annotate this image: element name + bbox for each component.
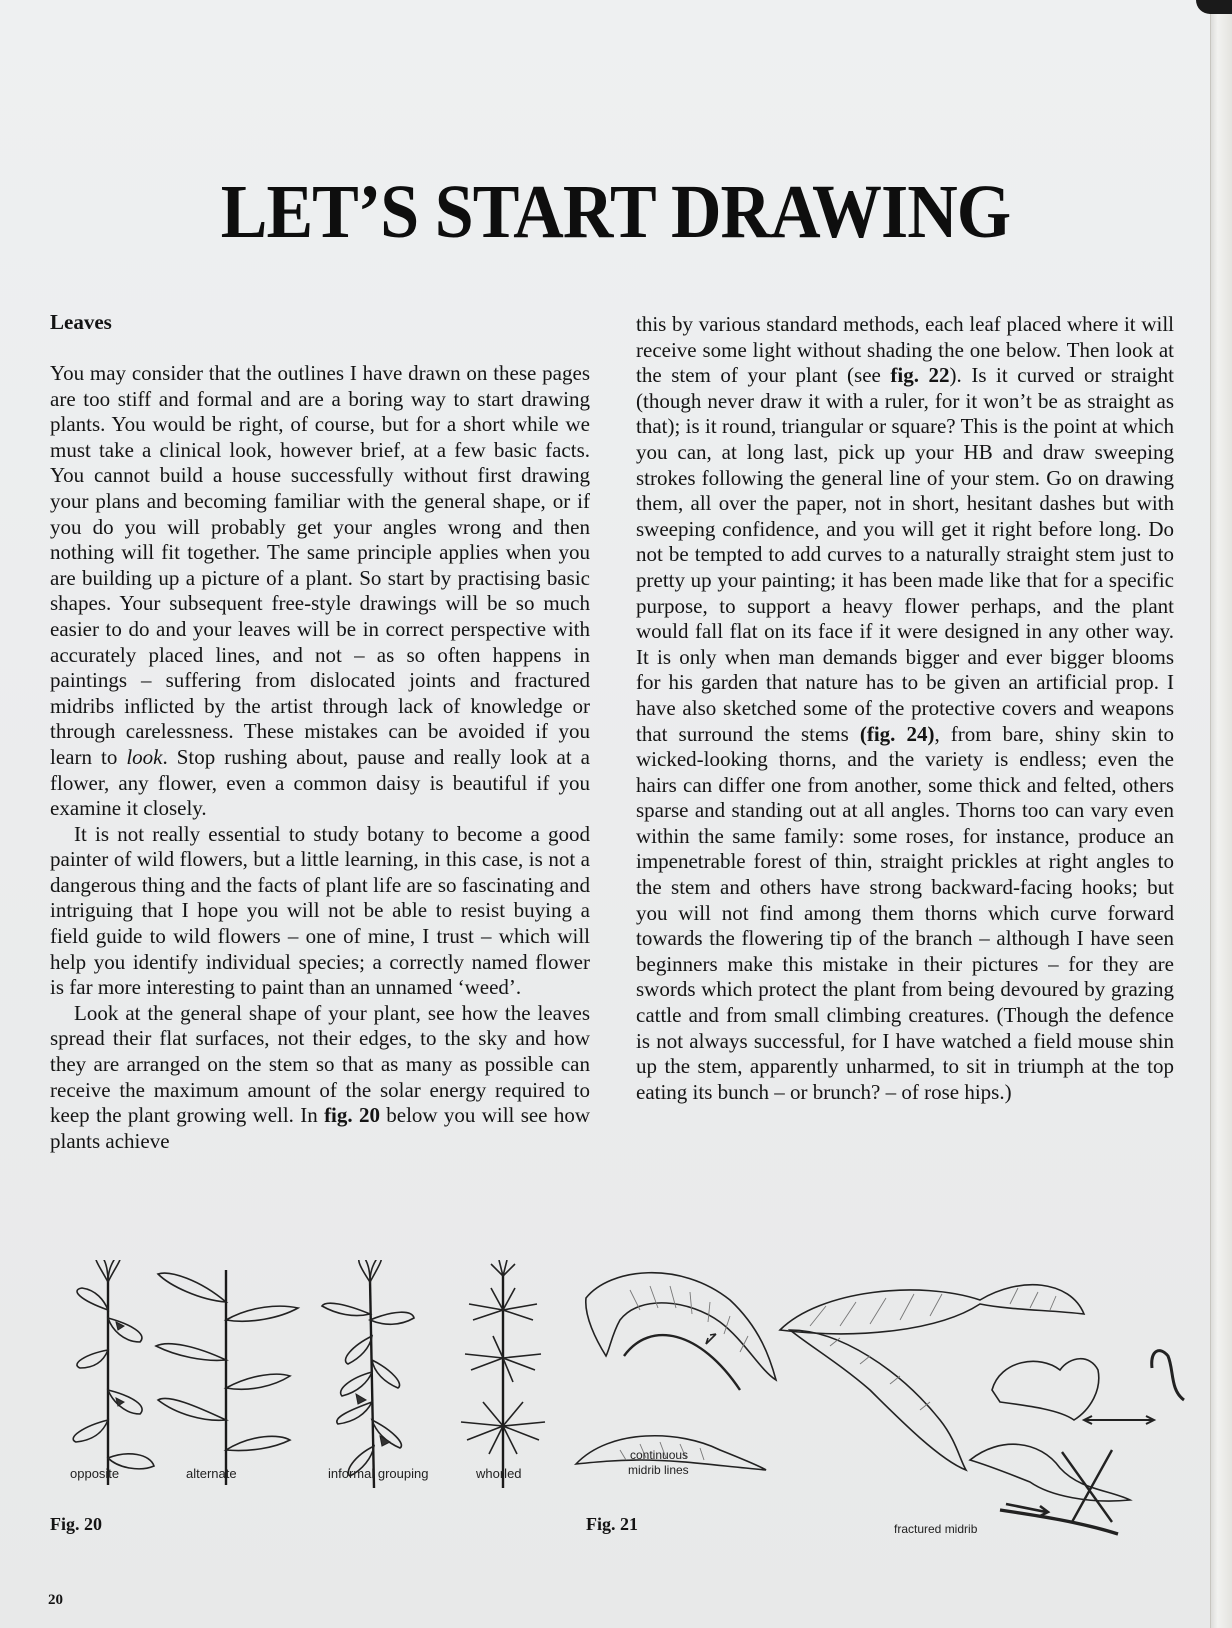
figures-area bbox=[0, 1260, 1232, 1560]
page-number: 20 bbox=[48, 1592, 63, 1608]
left-column bbox=[50, 310, 590, 1154]
label-continuous: continuous bbox=[630, 1448, 689, 1462]
text-run: Look at the general shape of your plant, see how the leaves spread their flat surfaces, not their edges, to the sky and how they are arranged on the stem so that as many as possible can receive the maximum amount of the solar energy required to keep the plant growing well. In bbox=[50, 1000, 590, 1128]
label-informal-grouping: informal grouping bbox=[328, 1466, 429, 1481]
paragraph bbox=[50, 361, 590, 822]
label-whorled: whorled bbox=[476, 1466, 522, 1481]
text-run: It is not really essential to study botany to become a good painter of wild flowers, but a little learning, in this case, is not a dangerous thing and the facts of plant life are so fascinating and intriguing that I hope you will not be able to resist buying a field guide to wild flowers – one of mine, I trust – which will help you identify individual species; a correctly named flower is far more interesting to paint than an unnamed ‘weed’. bbox=[50, 821, 590, 1000]
label-alternate: alternate bbox=[186, 1466, 237, 1481]
informal-grouping-plant-drawing bbox=[322, 1260, 414, 1488]
italic-text-run: look bbox=[126, 744, 163, 769]
paragraph bbox=[636, 312, 1174, 1105]
alternate-plant-drawing bbox=[156, 1270, 298, 1485]
bold-text-run: (fig. 24) bbox=[859, 721, 935, 746]
bold-text-run: fig. 20 bbox=[324, 1103, 380, 1128]
opposite-plant-drawing bbox=[73, 1260, 154, 1485]
section-heading: Leaves bbox=[50, 310, 112, 334]
text-run: ). Is it curved or straight (though never draw it with a ruler, for it won’t be as straight as that); is it round, triangular or square? This is the point at which you can, at long last, pick up your HB and draw sweeping strokes following the general line of your stem. Go on drawing them, all over the paper, not in short, hesitant dashes but with sweeping confidence, and you will get it right before long. Do not be tempted to add curves to a naturally straight stem just to pretty up your painting; it has been made like that for a specific purpose, to support a heavy flower perhaps, and the plant would fall flat on its face if it were designed in any other way. It is only when man demands bigger and ever bigger blooms for his garden that nature has to be given an artificial prop. I have also sketched some of the protective covers and weapons that surround the stems bbox=[636, 363, 1174, 746]
right-column bbox=[636, 312, 1174, 1105]
folded-leaf-drawing bbox=[992, 1351, 1184, 1424]
fig-20-caption: Fig. 20 bbox=[50, 1514, 102, 1534]
curved-leaf-drawing bbox=[576, 1273, 776, 1470]
text-run: , from bare, shiny skin to wicked-looking thorns, and the variety is endless; even the hairs can differ one from another, some thick and felted, others sparse and standing out at all angles. Thorns too can vary even within the same family: some roses, for instance, produce an impenetrable forest of thin, straight prickles at right angles to the stem and others have strong backward-facing hooks; but you will not find among them thorns which curve forward towards the flowering tip of the branch – although I have seen beginners make this mistake in their pictures – for they are swords which protect the plant from being devoured by grazing cattle and from small climbing creatures. (Though the defence is not always successful, for I have watched a field mouse shin up the stem, apparently unharmed, to sit in triumph at the top eating its bunch – or brunch? – of rose hips.) bbox=[636, 721, 1174, 1104]
text-run: below you will see how plants achieve bbox=[50, 1103, 590, 1153]
text-run: You may consider that the outlines I have drawn on these pages are too stiff and formal and are a boring way to start drawing plants. You would be right, of course, but for a short while we must take a clinical look, however brief, at a few basic facts. You cannot build a house successfully without first drawing your plans and becoming familiar with the general shape, or if you do you will probably get your angles wrong and then nothing will fit together. The same principle applies when you are building up a picture of a plant. So start by practising basic shapes. Your subsequent free-style drawings will be so much easier to do and your leaves will be in correct perspective with accurately placed lines, and not – as so often happens in paintings – suffering from dislocated joints and fractured midribs inflicted by the artist through lack of knowledge or through carelessness. These mistakes can be avoided if you learn to bbox=[50, 361, 590, 769]
bold-text-run: fig. 22 bbox=[890, 363, 950, 388]
paragraph bbox=[50, 1001, 590, 1155]
paragraph bbox=[50, 822, 590, 1001]
page-title: LET’S START DRAWING bbox=[220, 169, 1011, 254]
whorled-plant-drawing bbox=[461, 1260, 545, 1488]
label-opposite: opposite bbox=[70, 1466, 120, 1481]
twisted-leaf-drawing bbox=[780, 1285, 1084, 1470]
fractured-midrib-drawing bbox=[970, 1444, 1130, 1534]
label-midrib-lines: midrib lines bbox=[628, 1463, 689, 1477]
fig-21-caption: Fig. 21 bbox=[586, 1514, 638, 1534]
text-run: this by various standard methods, each leaf placed where it will receive some light without shading the one below. Then look at the stem of your plant (see bbox=[636, 312, 1174, 388]
text-run: . Stop rushing about, pause and really look at a flower, any flower, even a common daisy is beautiful if you examine it closely. bbox=[50, 744, 590, 821]
label-fractured-midrib: fractured midrib bbox=[894, 1522, 978, 1536]
